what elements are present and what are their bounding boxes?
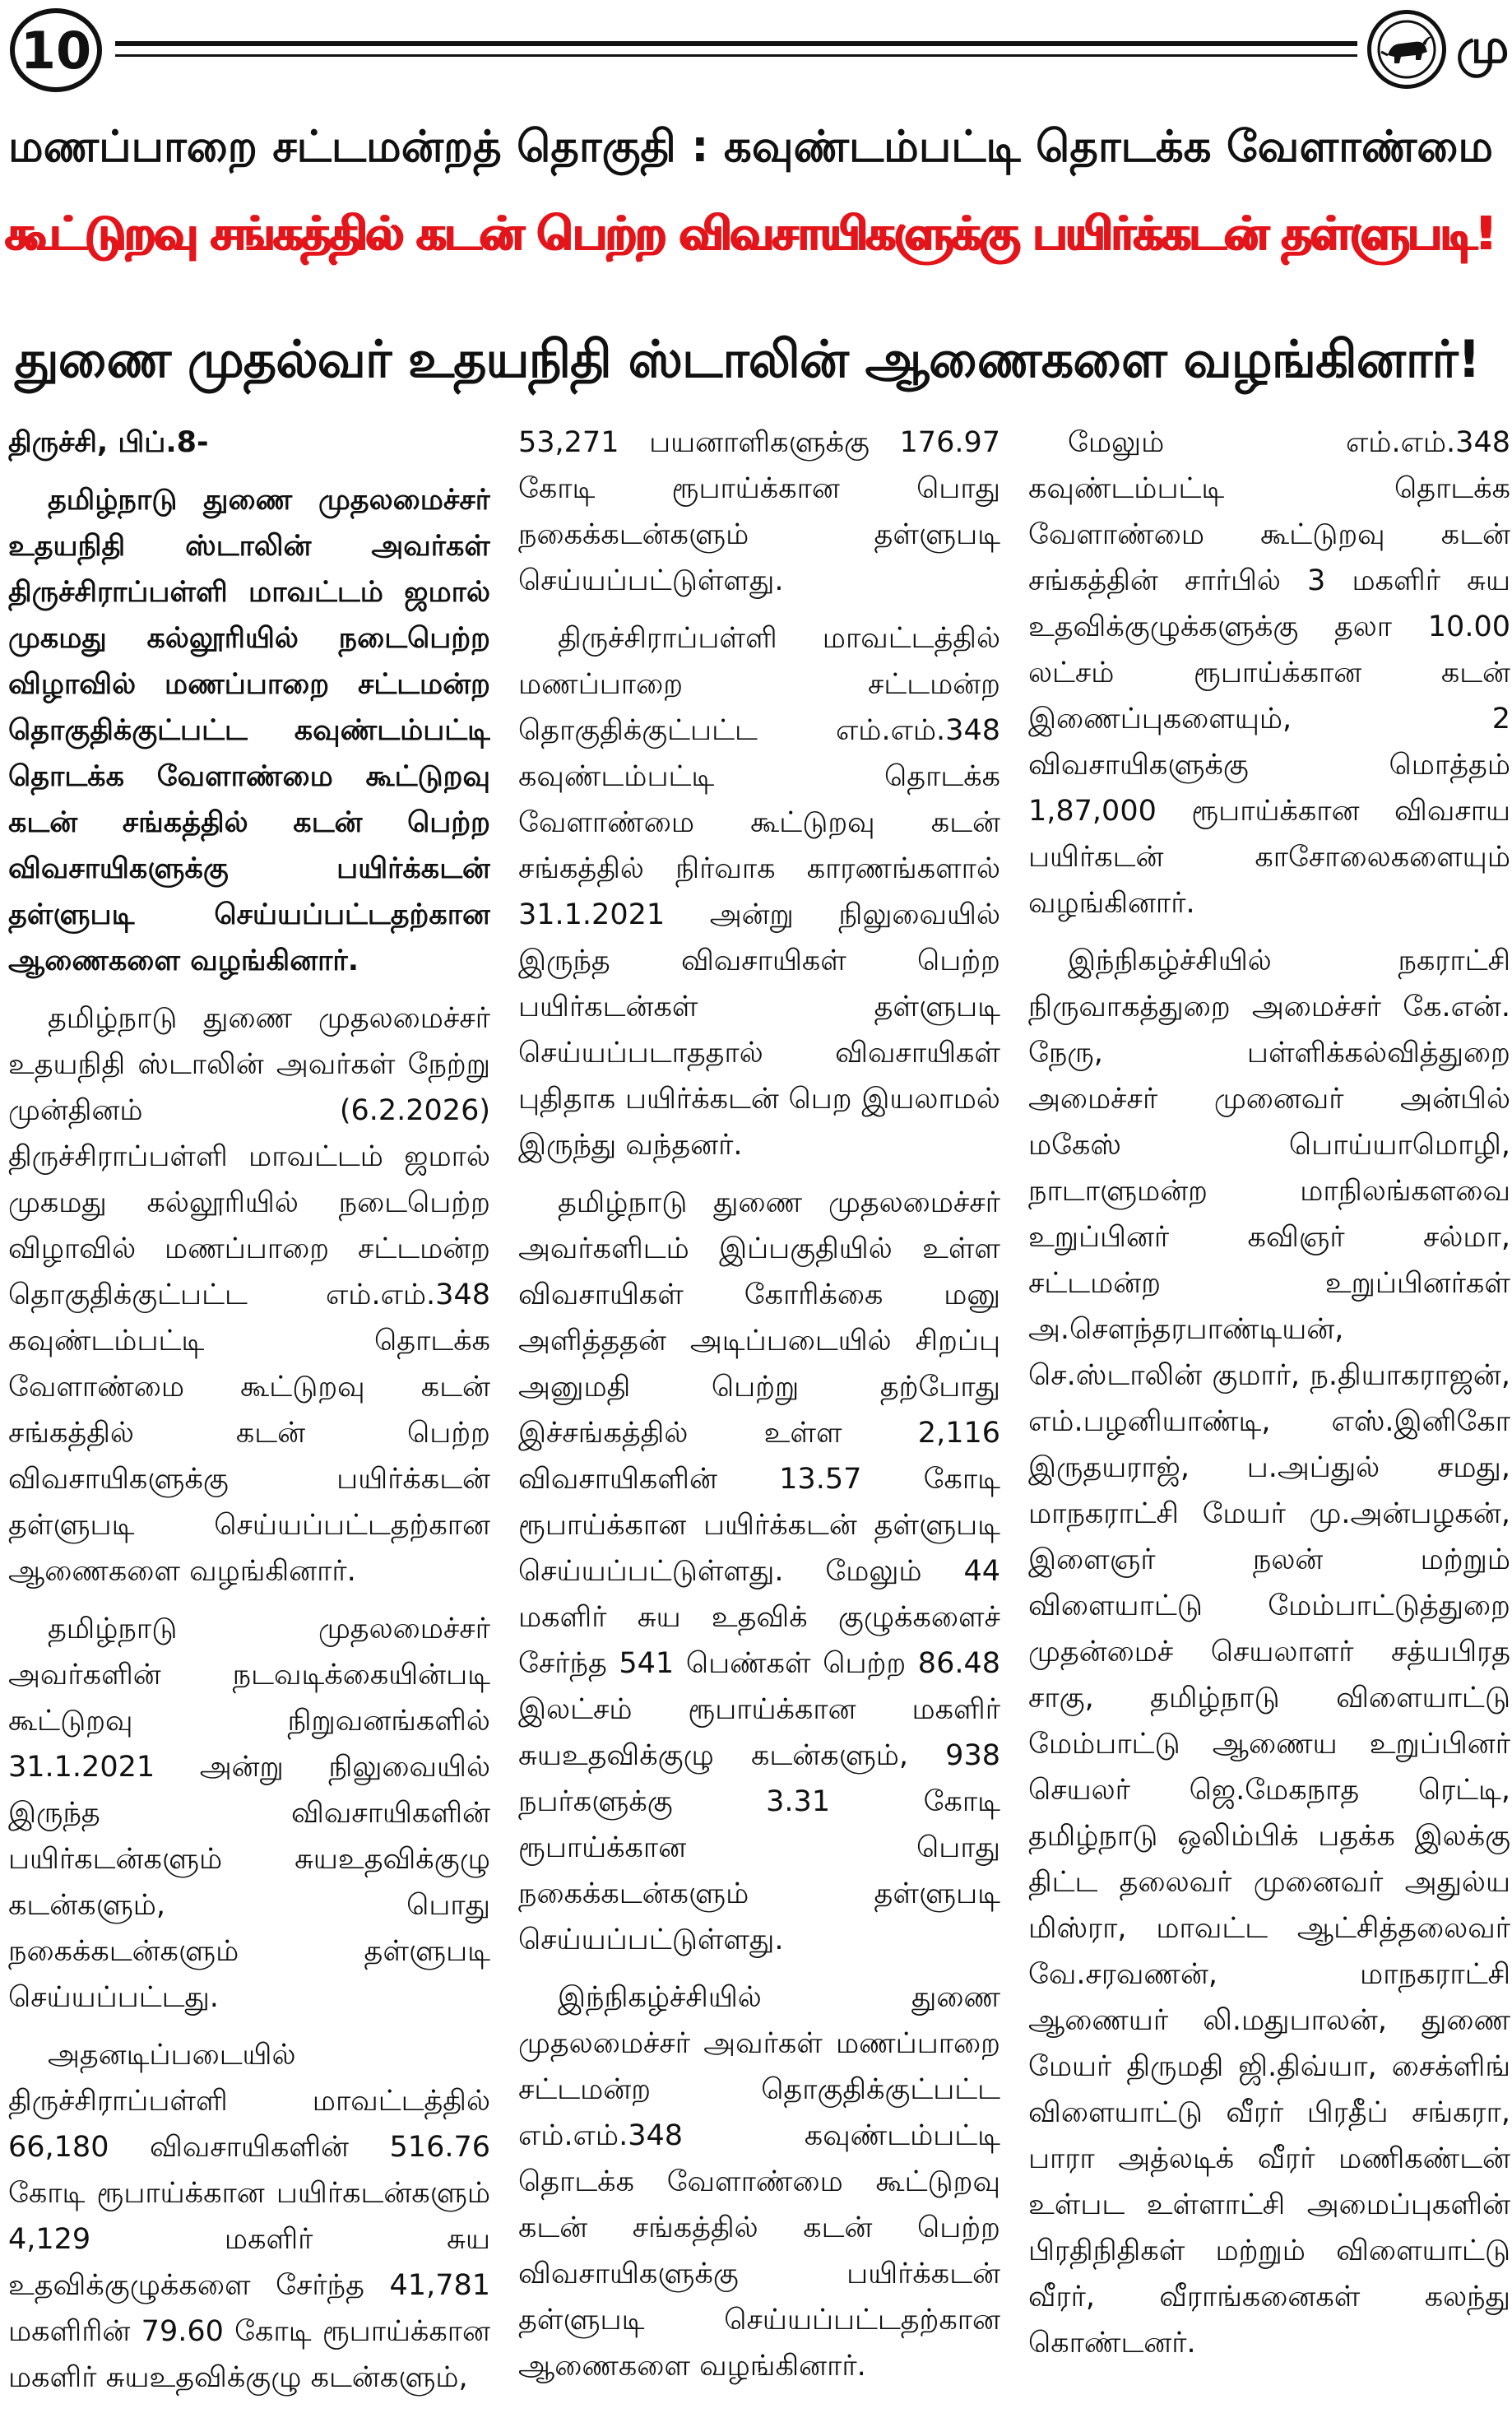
paragraph: தமிழ்நாடு துணை முதலமைச்சர் அவர்களிடம் இப்பகுதியில் உள்ள விவசாயிகள் கோரிக்கை மனு அளித்ததன் அடிப்படையில் சிறப்பு அனுமதி பெற்று தற்போது இச்சங்கத்தில் உள்ள 2,116 விவசாயிகளின் 13.57 கோடி ரூபாய்க்கான பயிர்க்கடன் தள்ளுபடி செய்யப்பட்டுள்ளது. மேலும் 44 மகளிர் சுய உதவிக் குழுக்களைச் சேர்ந்த 541 பெண்கள் பெற்ற 86.48 இலட்சம் ரூபாய்க்கான மகளிர் சுயஉதவிக்குழு கடன்களும், 938 நபர்களுக்கு 3.31 கோடி ரூபாய்க்கான பொது நகைக்கடன்களும் தள்ளுபடி செய்யப்பட்டுள்ளது.: [518, 1186, 1000, 1956]
paragraph: மேலும் எம்.எம்.348 கவுண்டம்பட்டி தொடக்க வேளாண்மை கூட்டுறவு கடன் சங்கத்தின் சார்பில் 3 மகளிர் சுய உதவிக்குழுக்களுக்கு தலா 10.00 லட்சம் ரூபாய்க்கான கடன் இணைப்புகளையும், 2 விவசாயிகளுக்கு மொத்தம் 1,87,000 ரூபாய்க்கான விவசாய பயிர்கடன் காசோலைகளையும் வழங்கினார்.: [1028, 426, 1510, 920]
page-header: [0, 0, 1512, 99]
header-rule-thick: [115, 41, 1357, 46]
kicker-headline: மணப்பாறை சட்டமன்றத் தொகுதி : கவுண்டம்பட்டி தொடக்க வேளாண்மை: [8, 122, 1494, 172]
paragraph: இந்நிகழ்ச்சியில் நகராட்சி நிருவாகத்துறை அமைச்சர் கே.என். நேரு, பள்ளிக்கல்வித்துறை அமைச்சர் முனைவர் அன்பில் மகேஸ் பொய்யாமொழி, நாடாளுமன்ற மாநிலங்களவை உறுப்பினர் கவிஞர் சல்மா, சட்டமன்ற உறுப்பினர்கள் அ.சௌந்தரபாண்டியன், செ.ஸ்டாலின் குமார், ந.தியாகராஜன், எம்.பழனியாண்டி, எஸ்.இனிகோ இருதயராஜ், ப.அப்துல் சமது, மாநகராட்சி மேயர் மு.அன்பழகன், இளைஞர் நலன் மற்றும் விளையாட்டு மேம்பாட்டுத்துறை முதன்மைச் செயலாளர் சத்யபிரத சாகு, தமிழ்நாடு விளையாட்டு மேம்பாட்டு ஆணைய உறுப்பினர் செயலர் ஜெ.மேகநாத ரெட்டி, தமிழ்நாடு ஒலிம்பிக் பதக்க இலக்கு திட்ட தலைவர் முனைவர் அதுல்ய மிஸ்ரா, மாவட்ட ஆட்சித்தலைவர் வே.சரவணன், மாநகராட்சி ஆணையர் லி.மதுபாலன், துணை மேயர் திருமதி ஜி.திவ்யா, சைக்ளிங் விளையாட்டு வீரர் பிரதீப் சங்கரா, பாரா அத்லடிக் வீரர் மணிகண்டன் உள்பட உள்ளாட்சி அமைப்புகளின் பிரதிநிதிகள் மற்றும் விளையாட்டு வீரர், வீராங்கனைகள் கலந்து கொண்டனர்.: [1028, 944, 1510, 2360]
bull-logo-icon: [1367, 10, 1446, 89]
paragraph: திருச்சிராப்பள்ளி மாவட்டத்தில் மணப்பாறை சட்டமன்ற தொகுதிக்குட்பட்ட எம்.எம்.348 கவுண்டம்பட்டி தொடக்க வேளாண்மை கூட்டுறவு கடன் சங்கத்தில் நிர்வாக காரணங்களால் 31.1.2021 அன்று நிலுவையில் இருந்த விவசாயிகள் பெற்ற பயிர்கடன்கள் தள்ளுபடி செய்யப்படாததால் விவசாயிகள் புதிதாக பயிர்க்கடன் பெற இயலாமல் இருந்து வந்தனர்.: [518, 622, 1000, 1162]
paragraph: தமிழ்நாடு துணை முதலமைச்சர் உதயநிதி ஸ்டாலின் அவர்கள் நேற்று முன்தினம் (6.2.2026) திருச்சிராப்பள்ளி மாவட்டம் ஜமால் முகமது கல்லூரியில் நடைபெற்ற விழாவில் மணப்பாறை சட்டமன்ற தொகுதிக்குட்பட்ட எம்.எம்.348 கவுண்டம்பட்டி தொடக்க வேளாண்மை கூட்டுறவு கடன் சங்கத்தில் கடன் பெற்ற விவசாயிகளுக்கு பயிர்க்கடன் தள்ளுபடி செய்யப்பட்டதற்கான ஆணைகளை வழங்கினார்.: [8, 1002, 490, 1588]
page-number: 10: [10, 8, 102, 92]
bull-logo-graphic: [1376, 19, 1437, 80]
header-rule-thin: [115, 54, 1357, 57]
paragraph: இந்நிகழ்ச்சியில் துணை முதலமைச்சர் அவர்கள் மணப்பாறை சட்டமன்ற தொகுதிக்குட்பட்ட எம்.எம்.348 கவுண்டம்பட்டி தொடக்க வேளாண்மை கூட்டுறவு கடன் சங்கத்தில் கடன் பெற்ற விவசாயிகளுக்கு பயிர்க்கடன் தள்ளுபடி செய்யப்பட்டதற்கான ஆணைகளை வழங்கினார்.: [518, 1981, 1000, 2383]
paragraph: தமிழ்நாடு முதலமைச்சர் அவர்களின் நடவடிக்கையின்படி கூட்டுறவு நிறுவனங்களில் 31.1.2021 அன்று நிலுவையில் இருந்த விவசாயிகளின் பயிர்கடன்களும் சுயஉதவிக்குழு கடன்களும், பொது நகைக்கடன்களும் தள்ளுபடி செய்யப்பட்டது.: [8, 1613, 490, 2014]
paragraph: அதனடிப்படையில் திருச்சிராப்பள்ளி மாவட்டத்தில் 66,180 விவசாயிகளின் 516.76 கோடி ரூபாய்க்கான பயிர்கடன்களும் 4,129 மகளிர் சுய உதவிக்குழுக்களை சேர்ந்த 41,781 மகளிரின் 79.60 கோடி ரூபாய்க்கான மகளிர் சுயஉதவிக்குழு கடன்களும்,: [8, 2039, 490, 2394]
sub-headline: துணை முதல்வர் உதயநிதி ஸ்டாலின் ஆணைகளை வழங்கினார்!: [15, 329, 1480, 389]
column-2: [518, 420, 1000, 2419]
main-headline: கூட்டுறவு சங்கத்தில் கடன் பெற்ற விவசாயிகளுக்கு பயிர்க்கடன் தள்ளுபடி!: [5, 207, 1495, 261]
column-1: [8, 420, 490, 2419]
dateline: திருச்சி, பிப்.8-: [8, 426, 209, 459]
paragraph: 53,271 பயனாளிகளுக்கு 176.97 கோடி ரூபாய்க்கான பொது நகைக்கடன்களும் தள்ளுபடி செய்யப்பட்டுள்ளது.: [518, 426, 1000, 597]
lead-paragraph: தமிழ்நாடு துணை முதலமைச்சர் உதயநிதி ஸ்டாலின் அவர்கள் திருச்சிராப்பள்ளி மாவட்டம் ஜமால் முகமது கல்லூரியில் நடைபெற்ற விழாவில் மணப்பாறை சட்டமன்ற தொகுதிக்குட்பட்ட கவுண்டம்பட்டி தொடக்க வேளாண்மை கூட்டுறவு கடன் சங்கத்தில் கடன் பெற்ற விவசாயிகளுக்கு பயிர்க்கடன் தள்ளுபடி செய்யப்பட்டதற்கான ஆணைகளை வழங்கினார்.: [8, 484, 490, 977]
article-body: [8, 420, 1510, 2419]
masthead-fragment: மு: [1456, 18, 1510, 74]
column-3: [1028, 420, 1510, 2419]
